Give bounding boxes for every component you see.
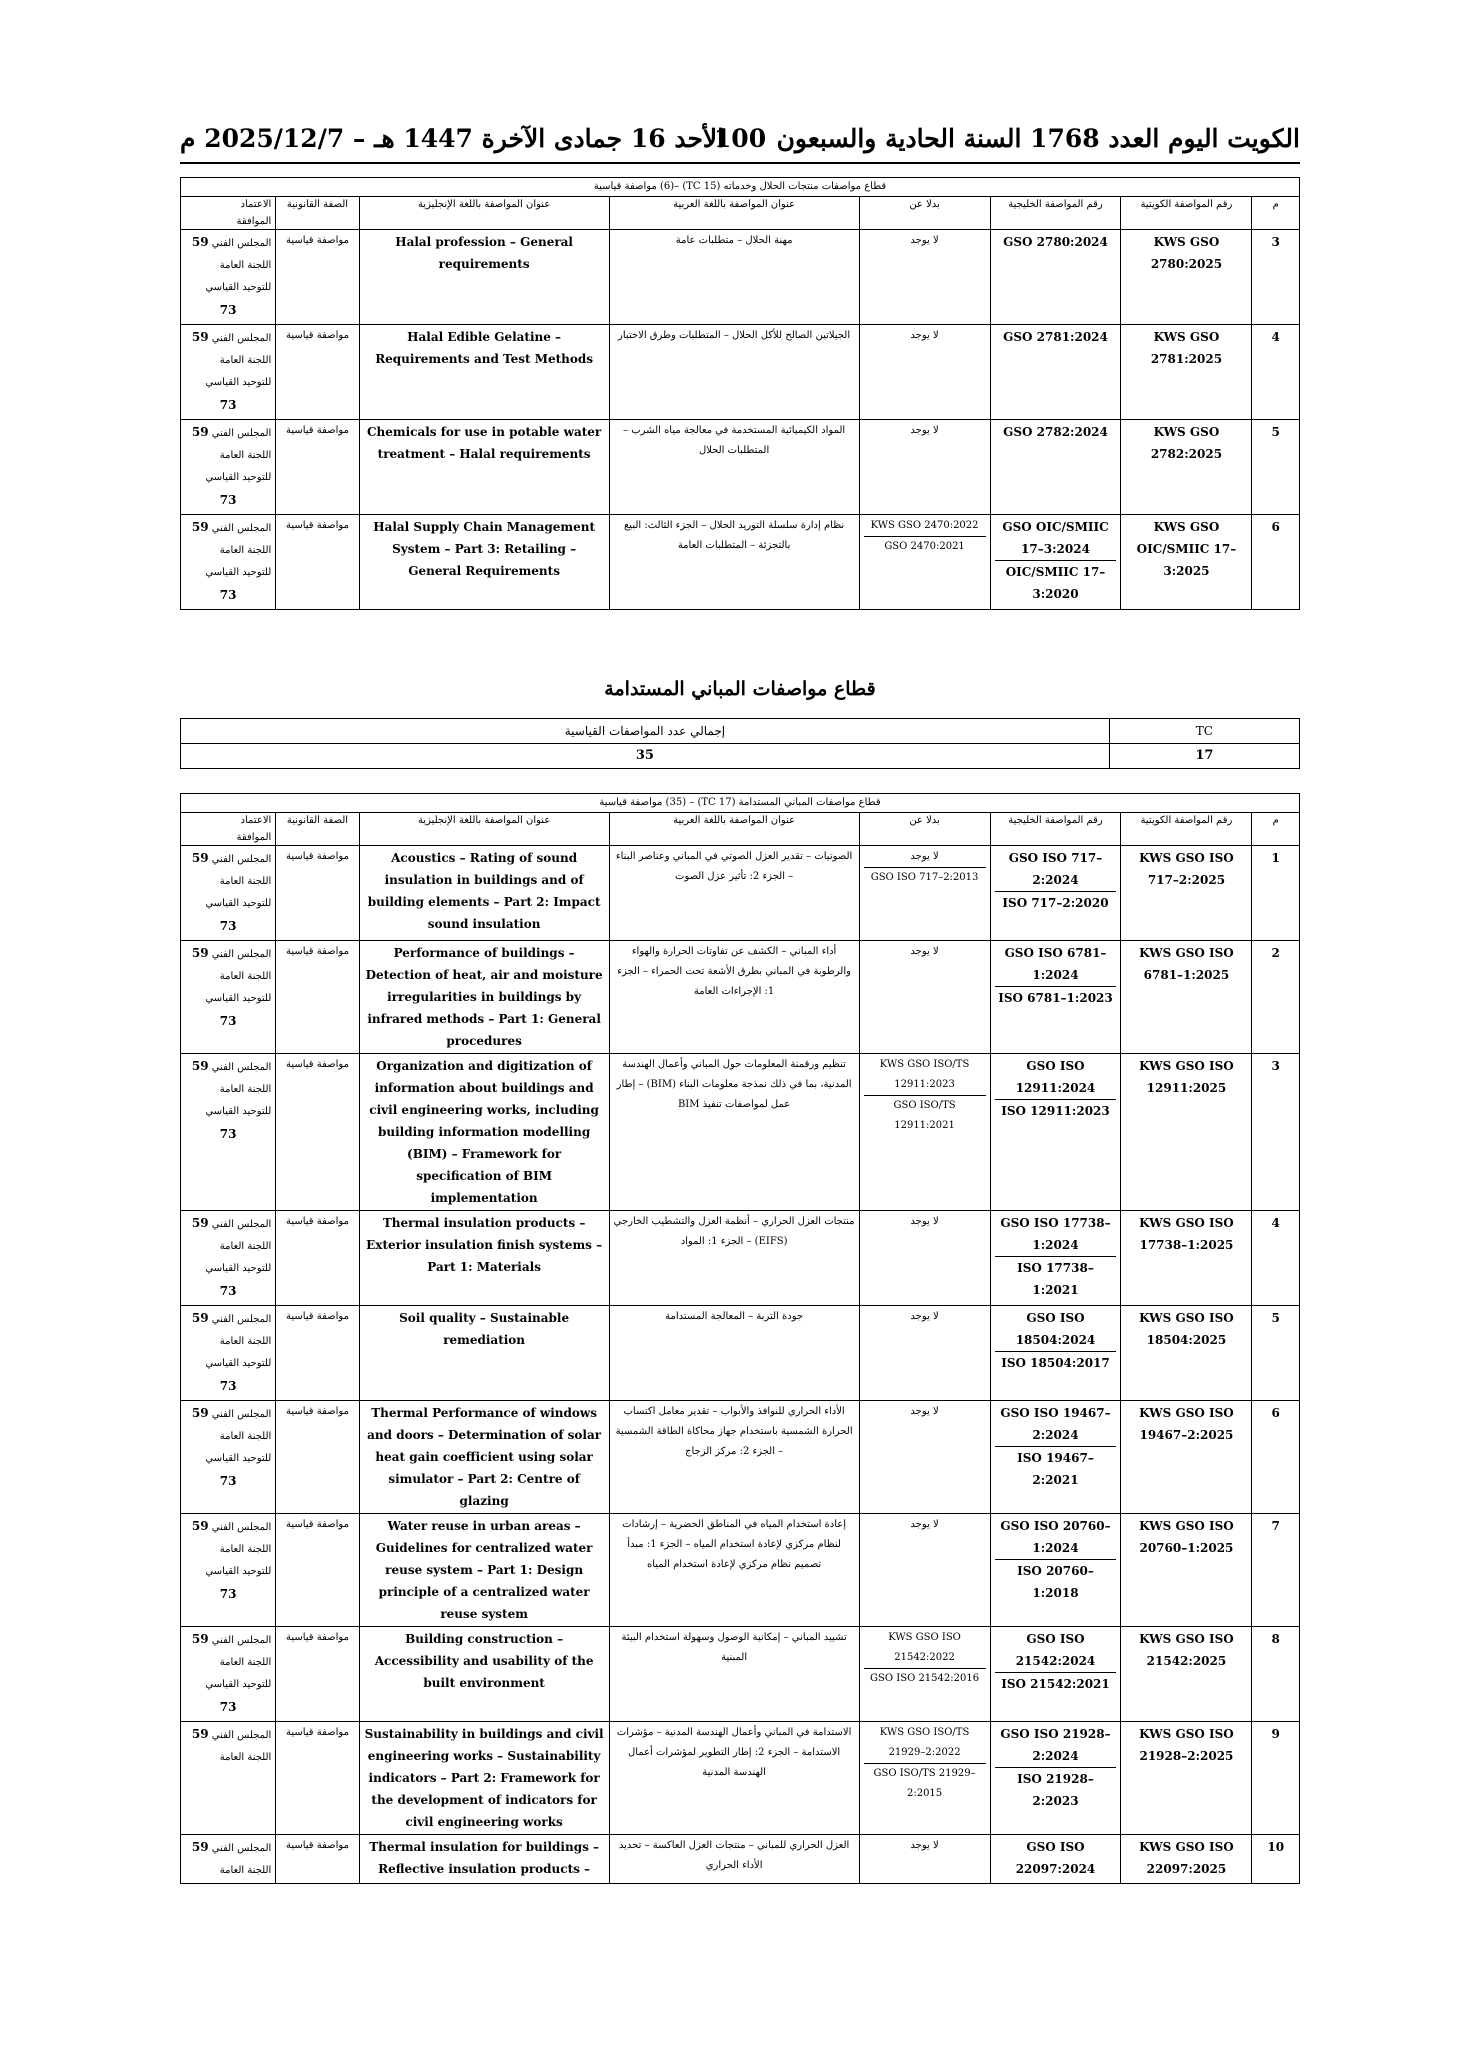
approval-session-number: 59 — [191, 520, 209, 534]
gulf-standard-number — [990, 230, 1121, 325]
legal-status: مواصفة قياسية — [276, 1306, 359, 1401]
column-header-gulf-no: رقم المواصفة الخليجية — [990, 197, 1121, 230]
approval-line: للتوحيد القياسي — [205, 1263, 272, 1274]
gulf-standard-number-entry: ISO 21928–2:2023 — [995, 1767, 1117, 1812]
gulf-standard-number-entry: OIC/SMIIC 17–3:2020 — [995, 560, 1117, 605]
approval-session-number: 59 — [191, 1632, 209, 1646]
approval — [181, 1722, 276, 1835]
column-header-approval — [181, 813, 276, 846]
kuwaiti-standard-number: KWS GSO 2782:2025 — [1121, 420, 1252, 515]
replaces-standard-entry: لا يوجد — [910, 1840, 939, 1851]
approval-line: اللجنة العامة — [219, 1241, 272, 1252]
approval-session-number: 59 — [191, 330, 209, 344]
column-header-index: م — [1252, 813, 1300, 846]
column-header-arabic-title: عنوان المواصفة باللغة العربية — [609, 197, 859, 230]
english-title: Acoustics – Rating of sound insulation in buildings and of building elements – Part 2: Impact sound insulation — [359, 846, 609, 941]
arabic-title: جودة التربة – المعالجة المستدامة — [609, 1306, 859, 1401]
kuwaiti-standard-number: KWS GSO ISO 18504:2025 — [1121, 1306, 1252, 1401]
arabic-title: إعادة استخدام المياه في المناطق الحضرية – إرشادات لنظام مركزي لإعادة استخدام المياه – الجزء 1: مبدأ تصميم نظام مركزي لإعادة استخدام المياه — [609, 1514, 859, 1627]
column-header-english-title: عنوان المواصفة باللغة الإنجليزية — [359, 197, 609, 230]
approval-line: اللجنة العامة — [219, 1752, 272, 1763]
approval-meeting-number: 73 — [219, 1284, 237, 1298]
sustainable-buildings-table — [180, 793, 1300, 1884]
summary-total-label: إجمالي عدد المواصفات القياسية — [181, 719, 1110, 744]
replaces-standard-entry: GSO ISO/TS 21929–2:2015 — [864, 1763, 986, 1804]
replaces-standard — [859, 1514, 990, 1627]
approval — [181, 1835, 276, 1884]
gulf-standard-number-entry: GSO 2781:2024 — [1003, 330, 1108, 344]
replaces-standard — [859, 941, 990, 1054]
approval-line: للتوحيد القياسي — [205, 567, 272, 578]
arabic-title: الاستدامة في المباني وأعمال الهندسة المدنية – مؤشرات الاستدامة – الجزء 2: إطار التطوير لمؤشرات أعمال الهندسة المدنية — [609, 1722, 859, 1835]
gulf-standard-number-entry: ISO 6781–1:2023 — [995, 986, 1117, 1009]
arabic-title: الجيلاتين الصالح للأكل الحلال – المتطلبات وطرق الاختبار — [609, 325, 859, 420]
approval-header-line1: الاعتماد — [240, 199, 272, 210]
gulf-standard-number-entry: GSO ISO 6781–1:2024 — [1004, 946, 1107, 982]
replaces-standard — [859, 1627, 990, 1722]
kuwaiti-standard-number: KWS GSO ISO 22097:2025 — [1121, 1835, 1252, 1884]
approval-body: المجلس الفني — [211, 238, 272, 249]
replaces-standard-entry: لا يوجد — [910, 1216, 939, 1227]
approval-line: اللجنة العامة — [219, 1865, 272, 1876]
replaces-standard-entry: لا يوجد — [910, 1519, 939, 1530]
page-header — [180, 124, 1300, 164]
approval-line: اللجنة العامة — [219, 1336, 272, 1347]
approval-line: اللجنة العامة — [219, 355, 272, 366]
row-index: 9 — [1252, 1722, 1300, 1835]
approval-body: المجلس الفني — [211, 1219, 272, 1230]
gulf-standard-number-entry: ISO 17738–1:2021 — [995, 1256, 1117, 1301]
approval — [181, 325, 276, 420]
approval-line: للتوحيد القياسي — [205, 377, 272, 388]
column-header-kuwaiti-no: رقم المواصفة الكويتية — [1121, 197, 1252, 230]
table-row — [181, 1306, 1300, 1401]
publication-info: الكويت اليوم العدد 1768 السنة الحادية والسبعون — [776, 124, 1300, 153]
replaces-standard-entry: KWS GSO ISO/TS 12911:2023 — [879, 1059, 970, 1090]
table-caption: قطاع مواصفات منتجات الحلال وخدماته (TC 15) –(6) مواصفة قياسية — [181, 178, 1300, 197]
gulf-standard-number — [990, 1306, 1121, 1401]
replaces-standard-entry: GSO ISO 717–2:2013 — [864, 867, 986, 888]
gulf-standard-number — [990, 1627, 1121, 1722]
table-row — [181, 1054, 1300, 1211]
english-title: Performance of buildings – Detection of heat, air and moisture irregularities in buildings by infrared methods – Part 1: General procedures — [359, 941, 609, 1054]
gulf-standard-number-entry: ISO 12911:2023 — [995, 1099, 1117, 1122]
approval-body: المجلس الفني — [211, 1635, 272, 1646]
kuwaiti-standard-number: KWS GSO ISO 17738–1:2025 — [1121, 1211, 1252, 1306]
replaces-standard — [859, 1054, 990, 1211]
arabic-title: منتجات العزل الحراري – أنظمة العزل والتشطيب الخارجي (EIFS) – الجزء 1: المواد — [609, 1211, 859, 1306]
approval-line: للتوحيد القياسي — [205, 1358, 272, 1369]
approval-body: المجلس الفني — [211, 854, 272, 865]
legal-status: مواصفة قياسية — [276, 1401, 359, 1514]
replaces-standard-entry: KWS GSO ISO 21542:2022 — [888, 1632, 961, 1663]
approval-line: للتوحيد القياسي — [205, 1453, 272, 1464]
approval-body: المجلس الفني — [211, 1522, 272, 1533]
approval-line: للتوحيد القياسي — [205, 1566, 272, 1577]
table-row — [181, 1401, 1300, 1514]
english-title: Thermal Performance of windows and doors – Determination of solar heat gain coefficient using solar simulator – Part 2: Centre of glazing — [359, 1401, 609, 1514]
replaces-standard-entry: KWS GSO ISO/TS 21929–2:2022 — [879, 1727, 970, 1758]
approval — [181, 230, 276, 325]
legal-status: مواصفة قياسية — [276, 420, 359, 515]
replaces-standard-entry: لا يوجد — [910, 1406, 939, 1417]
approval-header-line1: الاعتماد — [240, 815, 272, 826]
kuwaiti-standard-number: KWS GSO ISO 12911:2025 — [1121, 1054, 1252, 1211]
arabic-title: الأداء الحراري للنوافذ والأبواب – تقدير معامل اكتساب الحرارة الشمسية باستخدام جهاز محاكاة الطاقة الشمسية – الجزء 2: مركز الزجاج — [609, 1401, 859, 1514]
approval — [181, 515, 276, 610]
english-title: Halal profession – General requirements — [359, 230, 609, 325]
replaces-standard-entry: لا يوجد — [910, 946, 939, 957]
gulf-standard-number-entry: GSO 2780:2024 — [1003, 235, 1108, 249]
gulf-standard-number — [990, 1401, 1121, 1514]
legal-status: مواصفة قياسية — [276, 846, 359, 941]
row-index: 10 — [1252, 1835, 1300, 1884]
kuwaiti-standard-number: KWS GSO ISO 20760–1:2025 — [1121, 1514, 1252, 1627]
english-title: Thermal insulation for buildings – Reflective insulation products – — [359, 1835, 609, 1884]
row-index: 3 — [1252, 1054, 1300, 1211]
arabic-title: العزل الحراري للمباني – منتجات العزل العاكسة – تحديد الأداء الحراري — [609, 1835, 859, 1884]
replaces-standard-entry: GSO ISO 21542:2016 — [864, 1668, 986, 1689]
column-header-gulf-no: رقم المواصفة الخليجية — [990, 813, 1121, 846]
arabic-title: نظام إدارة سلسلة التوريد الحلال – الجزء الثالث: البيع بالتجزئة – المتطلبات العامة — [609, 515, 859, 610]
row-index: 4 — [1252, 325, 1300, 420]
english-title: Halal Edible Gelatine – Requirements and Test Methods — [359, 325, 609, 420]
approval-session-number: 59 — [191, 1519, 209, 1533]
approval — [181, 1514, 276, 1627]
approval-body: المجلس الفني — [211, 949, 272, 960]
kuwaiti-standard-number: KWS GSO OIC/SMIIC 17–3:2025 — [1121, 515, 1252, 610]
english-title: Organization and digitization of information about buildings and civil engineering works, including building information modelling (BIM) – Framework for specification of BIM implementation — [359, 1054, 609, 1211]
approval-session-number: 59 — [191, 1406, 209, 1420]
row-index: 3 — [1252, 230, 1300, 325]
section-title: قطاع مواصفات المباني المستدامة — [604, 678, 876, 700]
english-title: Halal Supply Chain Management System – Part 3: Retailing – General Requirements — [359, 515, 609, 610]
column-header-replaces: بدلا عن — [859, 197, 990, 230]
approval-line: للتوحيد القياسي — [205, 993, 272, 1004]
replaces-standard-entry: لا يوجد — [910, 330, 939, 341]
column-header-legal-status: الصفة القانونية — [276, 197, 359, 230]
gulf-standard-number-entry: GSO ISO 18504:2024 — [1015, 1311, 1096, 1347]
gulf-standard-number — [990, 1054, 1121, 1211]
approval-body: المجلس الفني — [211, 523, 272, 534]
approval-meeting-number: 73 — [219, 303, 237, 317]
summary-tc-label: TC — [1109, 719, 1299, 744]
approval-line: اللجنة العامة — [219, 971, 272, 982]
gulf-standard-number-entry: ISO 20760–1:2018 — [995, 1559, 1117, 1604]
english-title: Sustainability in buildings and civil engineering works – Sustainability indicators – Part 2: Framework for the development of indicators for civil engineering works — [359, 1722, 609, 1835]
page-number: 100 — [713, 124, 767, 153]
replaces-standard-entry: لا يوجد — [910, 425, 939, 436]
arabic-title: تنظيم ورقمنة المعلومات حول المباني وأعمال الهندسة المدنية، بما في ذلك نمذجة معلومات البناء (BIM) – إطار عمل لمواصفات تنفيذ BIM — [609, 1054, 859, 1211]
gulf-standard-number-entry: ISO 18504:2017 — [995, 1351, 1117, 1374]
gulf-standard-number-entry: GSO ISO 19467–2:2024 — [1000, 1406, 1111, 1442]
approval-meeting-number: 73 — [219, 398, 237, 412]
replaces-standard — [859, 325, 990, 420]
gulf-standard-number-entry: GSO ISO 21542:2024 — [1015, 1632, 1096, 1668]
table-row — [181, 846, 1300, 941]
replaces-standard-entry: KWS GSO 2470:2022 — [870, 520, 979, 531]
table-row — [181, 1722, 1300, 1835]
gulf-standard-number-entry: GSO ISO 22097:2024 — [1015, 1840, 1096, 1876]
legal-status: مواصفة قياسية — [276, 230, 359, 325]
row-index: 5 — [1252, 420, 1300, 515]
approval-line: اللجنة العامة — [219, 876, 272, 887]
approval-session-number: 59 — [191, 1840, 209, 1854]
gulf-standard-number — [990, 420, 1121, 515]
approval-session-number: 59 — [191, 1311, 209, 1325]
kuwaiti-standard-number: KWS GSO ISO 717–2:2025 — [1121, 846, 1252, 941]
table-caption: قطاع مواصفات المباني المستدامة (TC 17) – (35) مواصفة قياسية — [181, 794, 1300, 813]
approval-body: المجلس الفني — [211, 333, 272, 344]
kuwaiti-standard-number: KWS GSO 2781:2025 — [1121, 325, 1252, 420]
gulf-standard-number-entry: GSO ISO 717–2:2024 — [1008, 851, 1103, 887]
row-index: 7 — [1252, 1514, 1300, 1627]
approval-line: اللجنة العامة — [219, 1544, 272, 1555]
approval-body: المجلس الفني — [211, 1730, 272, 1741]
column-header-english-title: عنوان المواصفة باللغة الإنجليزية — [359, 813, 609, 846]
table-row — [181, 941, 1300, 1054]
replaces-standard-entry: لا يوجد — [910, 851, 939, 862]
kuwaiti-standard-number: KWS GSO ISO 21542:2025 — [1121, 1627, 1252, 1722]
legal-status: مواصفة قياسية — [276, 1835, 359, 1884]
gulf-standard-number-entry: GSO ISO 17738–1:2024 — [1000, 1216, 1111, 1252]
row-index: 5 — [1252, 1306, 1300, 1401]
column-header-legal-status: الصفة القانونية — [276, 813, 359, 846]
replaces-standard-entry: GSO 2470:2021 — [864, 536, 986, 557]
replaces-standard — [859, 1211, 990, 1306]
gulf-standard-number — [990, 1514, 1121, 1627]
arabic-title: المواد الكيميائية المستخدمة في معالجة مياه الشرب – المتطلبات الحلال — [609, 420, 859, 515]
approval-session-number: 59 — [191, 1727, 209, 1741]
approval-session-number: 59 — [191, 946, 209, 960]
column-header-index: م — [1252, 197, 1300, 230]
gulf-standard-number — [990, 1722, 1121, 1835]
approval-body: المجلس الفني — [211, 1409, 272, 1420]
gulf-standard-number-entry: ISO 21542:2021 — [995, 1672, 1117, 1695]
table-row — [181, 1627, 1300, 1722]
approval-meeting-number: 73 — [219, 1014, 237, 1028]
approval-session-number: 59 — [191, 235, 209, 249]
approval-session-number: 59 — [191, 425, 209, 439]
column-header-replaces: بدلا عن — [859, 813, 990, 846]
gulf-standard-number — [990, 846, 1121, 941]
replaces-standard — [859, 1306, 990, 1401]
approval-line: اللجنة العامة — [219, 450, 272, 461]
approval-meeting-number: 73 — [219, 1379, 237, 1393]
approval-session-number: 59 — [191, 1216, 209, 1230]
approval-line: اللجنة العامة — [219, 1084, 272, 1095]
approval-session-number: 59 — [191, 1059, 209, 1073]
arabic-title: أداء المباني – الكشف عن تفاوتات الحرارة والهواء والرطوبة في المباني بطرق الأشعة تحت الحمراء – الجزء 1: الإجراءات العامة — [609, 941, 859, 1054]
approval — [181, 1306, 276, 1401]
row-index: 2 — [1252, 941, 1300, 1054]
english-title: Soil quality – Sustainable remediation — [359, 1306, 609, 1401]
approval — [181, 1054, 276, 1211]
approval-body: المجلس الفني — [211, 428, 272, 439]
gulf-standard-number-entry: GSO ISO 20760–1:2024 — [1000, 1519, 1111, 1555]
replaces-standard — [859, 230, 990, 325]
column-header-approval — [181, 197, 276, 230]
approval-line: للتوحيد القياسي — [205, 1679, 272, 1690]
approval-meeting-number: 73 — [219, 919, 237, 933]
gulf-standard-number — [990, 515, 1121, 610]
legal-status: مواصفة قياسية — [276, 515, 359, 610]
legal-status: مواصفة قياسية — [276, 1054, 359, 1211]
replaces-standard — [859, 515, 990, 610]
arabic-title: مهنة الحلال – متطلبات عامة — [609, 230, 859, 325]
approval-meeting-number: 73 — [219, 1587, 237, 1601]
column-header-arabic-title: عنوان المواصفة باللغة العربية — [609, 813, 859, 846]
gulf-standard-number-entry: GSO 2782:2024 — [1003, 425, 1108, 439]
row-index: 6 — [1252, 515, 1300, 610]
issue-date: الأحد 16 جمادى الآخرة 1447 هـ – 2025/12/7 م — [180, 124, 725, 153]
replaces-standard — [859, 846, 990, 941]
legal-status: مواصفة قياسية — [276, 1722, 359, 1835]
header-divider — [180, 162, 1300, 164]
approval-line: للتوحيد القياسي — [205, 898, 272, 909]
approval — [181, 1627, 276, 1722]
approval — [181, 846, 276, 941]
kuwaiti-standard-number: KWS GSO ISO 21928–2:2025 — [1121, 1722, 1252, 1835]
approval-meeting-number: 73 — [219, 1127, 237, 1141]
replaces-standard-entry: لا يوجد — [910, 1311, 939, 1322]
table-row — [181, 515, 1300, 610]
approval-meeting-number: 73 — [219, 1700, 237, 1714]
approval-meeting-number: 73 — [219, 493, 237, 507]
approval-line: اللجنة العامة — [219, 545, 272, 556]
english-title: Chemicals for use in potable water treatment – Halal requirements — [359, 420, 609, 515]
row-index: 1 — [1252, 846, 1300, 941]
legal-status: مواصفة قياسية — [276, 1627, 359, 1722]
table-row — [181, 1835, 1300, 1884]
table-row — [181, 1514, 1300, 1627]
kuwaiti-standard-number: KWS GSO ISO 19467–2:2025 — [1121, 1401, 1252, 1514]
gulf-standard-number-entry: GSO ISO 12911:2024 — [1015, 1059, 1096, 1095]
table-row — [181, 230, 1300, 325]
replaces-standard — [859, 1722, 990, 1835]
approval — [181, 941, 276, 1054]
replaces-standard-entry: GSO ISO/TS 12911:2021 — [864, 1095, 986, 1136]
approval-line: للتوحيد القياسي — [205, 472, 272, 483]
kuwaiti-standard-number: KWS GSO 2780:2025 — [1121, 230, 1252, 325]
approval — [181, 1211, 276, 1306]
gulf-standard-number — [990, 1835, 1121, 1884]
english-title: Thermal insulation products – Exterior insulation finish systems – Part 1: Materials — [359, 1211, 609, 1306]
gulf-standard-number-entry: GSO OIC/SMIIC 17–3:2024 — [1002, 520, 1109, 556]
approval-meeting-number: 73 — [219, 588, 237, 602]
legal-status: مواصفة قياسية — [276, 1211, 359, 1306]
replaces-standard-entry: لا يوجد — [910, 235, 939, 246]
approval-body: المجلس الفني — [211, 1062, 272, 1073]
legal-status: مواصفة قياسية — [276, 325, 359, 420]
column-header-kuwaiti-no: رقم المواصفة الكويتية — [1121, 813, 1252, 846]
gulf-standard-number-entry: ISO 19467–2:2021 — [995, 1446, 1117, 1491]
approval-line: اللجنة العامة — [219, 260, 272, 271]
row-index: 6 — [1252, 1401, 1300, 1514]
approval — [181, 420, 276, 515]
legal-status: مواصفة قياسية — [276, 941, 359, 1054]
english-title: Building construction – Accessibility and usability of the built environment — [359, 1627, 609, 1722]
approval — [181, 1401, 276, 1514]
approval-session-number: 59 — [191, 851, 209, 865]
summary-table — [180, 718, 1300, 769]
table-row — [181, 1211, 1300, 1306]
summary-total-value: 35 — [181, 744, 1110, 769]
replaces-standard — [859, 1401, 990, 1514]
gulf-standard-number — [990, 941, 1121, 1054]
legal-status: مواصفة قياسية — [276, 1514, 359, 1627]
approval-body: المجلس الفني — [211, 1843, 272, 1854]
kuwaiti-standard-number: KWS GSO ISO 6781–1:2025 — [1121, 941, 1252, 1054]
replaces-standard — [859, 1835, 990, 1884]
approval-meeting-number: 73 — [219, 1474, 237, 1488]
gulf-standard-number — [990, 1211, 1121, 1306]
approval-header-line2: الموافقة — [236, 216, 272, 227]
approval-header-line2: الموافقة — [236, 832, 272, 843]
row-index: 8 — [1252, 1627, 1300, 1722]
approval-body: المجلس الفني — [211, 1314, 272, 1325]
gulf-standard-number-entry: ISO 717–2:2020 — [995, 891, 1117, 914]
halal-standards-table — [180, 177, 1300, 610]
gulf-standard-number-entry: GSO ISO 21928–2:2024 — [1000, 1727, 1111, 1763]
english-title: Water reuse in urban areas – Guidelines for centralized water reuse system – Part 1: Design principle of a centralized water reuse system — [359, 1514, 609, 1627]
gulf-standard-number — [990, 325, 1121, 420]
table-row — [181, 325, 1300, 420]
approval-line: للتوحيد القياسي — [205, 282, 272, 293]
approval-line: للتوحيد القياسي — [205, 1106, 272, 1117]
approval-line: اللجنة العامة — [219, 1657, 272, 1668]
row-index: 4 — [1252, 1211, 1300, 1306]
approval-line: اللجنة العامة — [219, 1431, 272, 1442]
summary-tc-value: 17 — [1109, 744, 1299, 769]
table-row — [181, 420, 1300, 515]
replaces-standard — [859, 420, 990, 515]
arabic-title: تشييد المباني – إمكانية الوصول وسهولة استخدام البيئة المبنية — [609, 1627, 859, 1722]
arabic-title: الصوتيات – تقدير العزل الصوتي في المباني وعناصر البناء – الجزء 2: تأثير عزل الصوت — [609, 846, 859, 941]
